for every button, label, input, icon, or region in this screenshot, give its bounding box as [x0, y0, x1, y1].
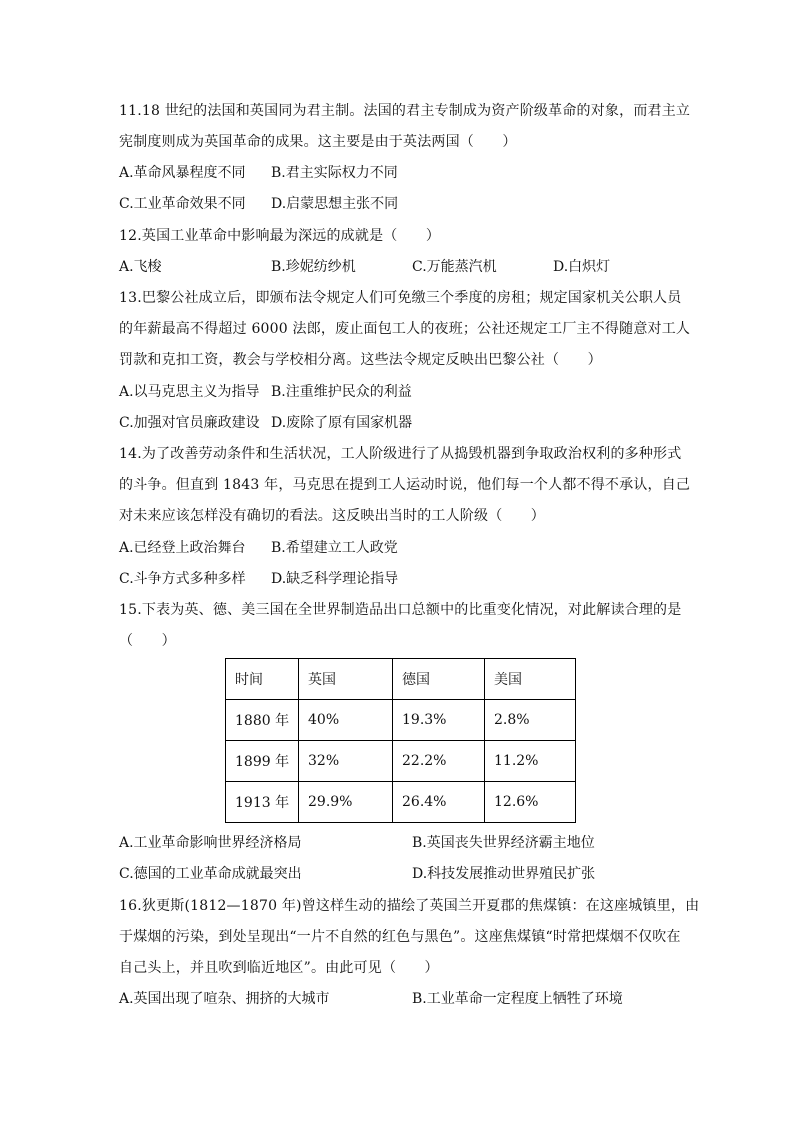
table-header-row	[226, 659, 576, 700]
q16-option-a[interactable]: A.英国出现了喧杂、拥挤的大城市	[119, 991, 330, 1007]
table-row	[226, 782, 576, 823]
q12-option-c[interactable]: C.万能蒸汽机	[412, 259, 497, 275]
table-cell: 11.2%	[485, 741, 576, 782]
q11-stem-line-1: 11.18 世纪的法国和英国同为君主制。法国的君主专制成为资产阶级革命的对象，而君主立	[119, 103, 691, 119]
q11-option-c[interactable]: C.工业革命效果不同	[119, 196, 246, 212]
q16-stem-line-3: 自己头上，并且吹到临近地区”。由此可见（ ）	[119, 960, 439, 976]
q16-option-b[interactable]: B.工业革命一定程度上牺牲了环境	[412, 991, 623, 1007]
q15-option-a[interactable]: A.工业革命影响世界经济格局	[119, 835, 302, 851]
q12-stem-line-1: 12.英国工业革命中影响最为深远的成就是（ ）	[119, 228, 441, 244]
table-cell: 29.9%	[299, 782, 393, 823]
q14-stem-line-1: 14.为了改善劳动条件和生活状况，工人阶级进行了从捣毁机器到争取政治权利的多种形式	[119, 446, 682, 462]
table-row	[226, 700, 576, 741]
q15-option-c[interactable]: C.德国的工业革命成就最突出	[119, 866, 302, 882]
q13-stem-line-2: 的年薪最高不得超过 6000 法郎，废止面包工人的夜班；公社还规定工厂主不得随意对工人	[119, 321, 691, 337]
table-cell: 1899 年	[226, 741, 299, 782]
table-cell: 26.4%	[393, 782, 485, 823]
q12-option-d[interactable]: D.白炽灯	[553, 259, 611, 275]
export-share-table	[225, 658, 576, 823]
q15-option-b[interactable]: B.英国丧失世界经济霸主地位	[412, 835, 595, 851]
q12-option-b[interactable]: B.珍妮纺纱机	[271, 259, 356, 275]
table-cell: 12.6%	[485, 782, 576, 823]
q11-stem-line-2: 宪制度则成为英国革命的成果。这主要是由于英法两国（ ）	[119, 134, 517, 150]
q13-stem-line-3: 罚款和克扣工资，教会与学校相分离。这些法令规定反映出巴黎公社（ ）	[119, 352, 602, 368]
table-cell: 22.2%	[393, 741, 485, 782]
q14-option-a[interactable]: A.已经登上政治舞台	[119, 540, 246, 556]
table-header-cell: 英国	[299, 659, 393, 700]
q16-stem-line-1: 16.狄更斯(1812—1870 年)曾这样生动的描绘了英国兰开夏郡的焦煤镇：在这座城镇里，由	[119, 898, 700, 914]
q14-option-c[interactable]: C.斗争方式多种多样	[119, 571, 246, 587]
q14-stem-line-3: 对未来应该怎样没有确切的看法。这反映出当时的工人阶级（ ）	[119, 508, 545, 524]
q15-stem-line-2: （ ）	[119, 633, 176, 649]
table-cell: 1880 年	[226, 700, 299, 741]
q16-stem-line-2: 于煤烟的污染，到处呈现出“一片不自然的红色与黑色”。这座焦煤镇“时常把煤烟不仅吹在	[119, 929, 681, 945]
table-cell: 2.8%	[485, 700, 576, 741]
table-header-cell: 美国	[485, 659, 576, 700]
q12-option-a[interactable]: A.飞梭	[119, 259, 162, 275]
q13-option-b[interactable]: B.注重维护民众的利益	[271, 384, 412, 400]
q13-option-a[interactable]: A.以马克思主义为指导	[119, 384, 260, 400]
q13-option-d[interactable]: D.废除了原有国家机器	[271, 415, 413, 431]
q11-option-a[interactable]: A.革命风暴程度不同	[119, 165, 246, 181]
table-cell: 40%	[299, 700, 393, 741]
table-header-cell: 德国	[393, 659, 485, 700]
q13-stem-line-1: 13.巴黎公社成立后，即颁布法令规定人们可免缴三个季度的房租；规定国家机关公职人员	[119, 290, 682, 306]
q15-stem-line-1: 15.下表为英、德、美三国在全世界制造品出口总额中的比重变化情况，对此解读合理的是	[119, 602, 682, 618]
q11-option-b[interactable]: B.君主实际权力不同	[271, 165, 398, 181]
table-cell: 19.3%	[393, 700, 485, 741]
q14-option-d[interactable]: D.缺乏科学理论指导	[271, 571, 399, 587]
q14-stem-line-2: 的斗争。但直到 1843 年，马克思在提到工人运动时说，他们每一个人都不得不承认，自己	[119, 477, 691, 493]
table-cell: 1913 年	[226, 782, 299, 823]
table-cell: 32%	[299, 741, 393, 782]
table-header-cell: 时间	[226, 659, 299, 700]
q14-option-b[interactable]: B.希望建立工人政党	[271, 540, 398, 556]
q11-option-d[interactable]: D.启蒙思想主张不同	[271, 196, 399, 212]
q13-option-c[interactable]: C.加强对官员廉政建设	[119, 415, 260, 431]
q15-option-d[interactable]: D.科技发展推动世界殖民扩张	[412, 866, 596, 882]
table-row	[226, 741, 576, 782]
